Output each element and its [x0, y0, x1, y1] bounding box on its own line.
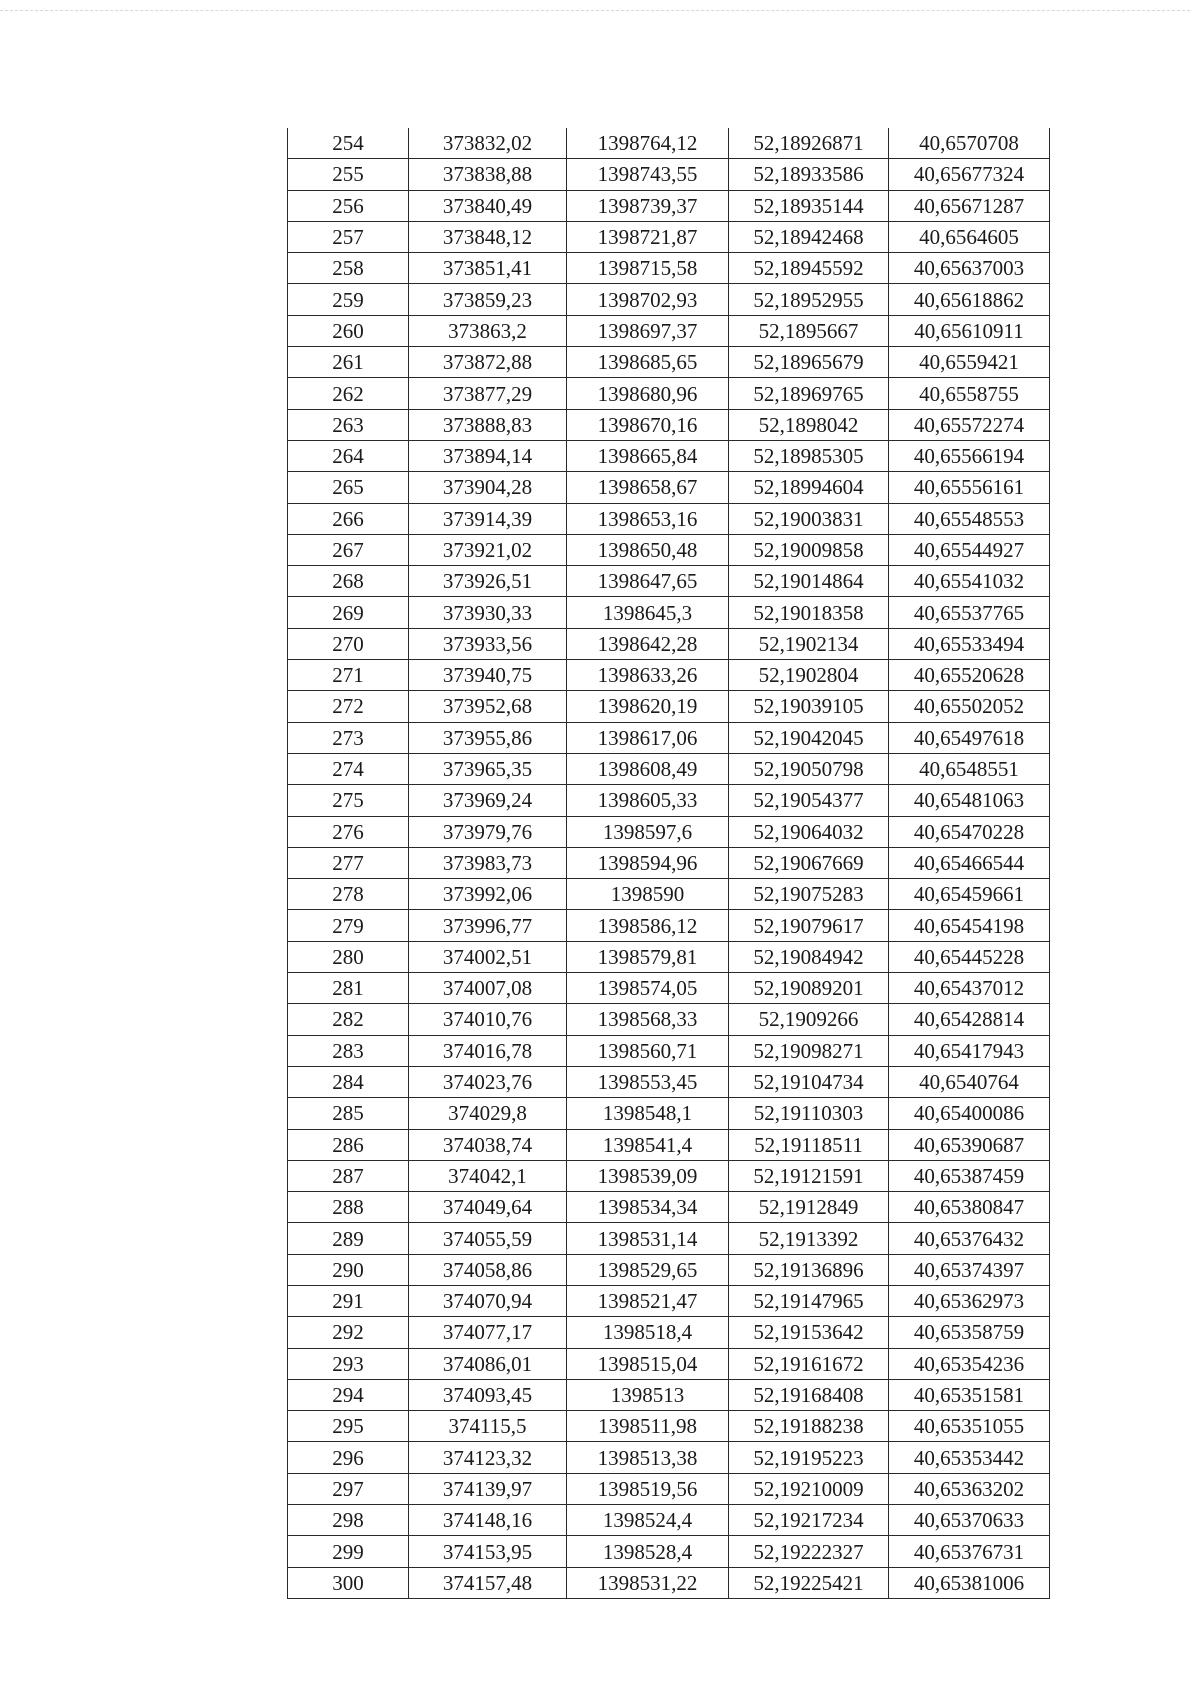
point-number-cell: 281 — [288, 973, 409, 1004]
y-coordinate-cell: 1398597,6 — [567, 816, 729, 847]
point-number-cell: 260 — [288, 315, 409, 346]
latitude-cell: 52,19136896 — [729, 1254, 889, 1285]
latitude-cell: 52,1898042 — [729, 409, 889, 440]
longitude-cell: 40,6570708 — [889, 128, 1050, 159]
y-coordinate-cell: 1398553,45 — [567, 1066, 729, 1097]
table-row — [288, 221, 1050, 252]
table-row — [288, 253, 1050, 284]
x-coordinate-cell: 373921,02 — [409, 534, 567, 565]
latitude-cell: 52,19054377 — [729, 785, 889, 816]
point-number-cell: 261 — [288, 347, 409, 378]
y-coordinate-cell: 1398515,04 — [567, 1348, 729, 1379]
latitude-cell: 52,19098271 — [729, 1035, 889, 1066]
table-row — [288, 315, 1050, 346]
point-number-cell: 277 — [288, 847, 409, 878]
point-number-cell: 255 — [288, 159, 409, 190]
y-coordinate-cell: 1398513 — [567, 1379, 729, 1410]
y-coordinate-cell: 1398511,98 — [567, 1411, 729, 1442]
table-row — [288, 347, 1050, 378]
y-coordinate-cell: 1398590 — [567, 879, 729, 910]
longitude-cell: 40,65390687 — [889, 1129, 1050, 1160]
table-row — [288, 1536, 1050, 1567]
y-coordinate-cell: 1398665,84 — [567, 440, 729, 471]
x-coordinate-cell: 374038,74 — [409, 1129, 567, 1160]
point-number-cell: 293 — [288, 1348, 409, 1379]
latitude-cell: 52,18933586 — [729, 159, 889, 190]
table-row — [288, 190, 1050, 221]
point-number-cell: 283 — [288, 1035, 409, 1066]
point-number-cell: 263 — [288, 409, 409, 440]
longitude-cell: 40,65610911 — [889, 315, 1050, 346]
point-number-cell: 297 — [288, 1473, 409, 1504]
latitude-cell: 52,19188238 — [729, 1411, 889, 1442]
point-number-cell: 265 — [288, 472, 409, 503]
table-row — [288, 1348, 1050, 1379]
x-coordinate-cell: 374153,95 — [409, 1536, 567, 1567]
point-number-cell: 258 — [288, 253, 409, 284]
longitude-cell: 40,65537765 — [889, 597, 1050, 628]
y-coordinate-cell: 1398548,1 — [567, 1098, 729, 1129]
latitude-cell: 52,19121591 — [729, 1160, 889, 1191]
table-row — [288, 1192, 1050, 1223]
point-number-cell: 273 — [288, 722, 409, 753]
table-row — [288, 628, 1050, 659]
point-number-cell: 284 — [288, 1066, 409, 1097]
x-coordinate-cell: 374002,51 — [409, 941, 567, 972]
table-row — [288, 503, 1050, 534]
point-number-cell: 280 — [288, 941, 409, 972]
x-coordinate-cell: 374029,8 — [409, 1098, 567, 1129]
point-number-cell: 276 — [288, 816, 409, 847]
x-coordinate-cell: 373955,86 — [409, 722, 567, 753]
y-coordinate-cell: 1398574,05 — [567, 973, 729, 1004]
point-number-cell: 259 — [288, 284, 409, 315]
longitude-cell: 40,65400086 — [889, 1098, 1050, 1129]
point-number-cell: 257 — [288, 221, 409, 252]
table-row — [288, 128, 1050, 159]
y-coordinate-cell: 1398605,33 — [567, 785, 729, 816]
point-number-cell: 279 — [288, 910, 409, 941]
point-number-cell: 254 — [288, 128, 409, 159]
y-coordinate-cell: 1398519,56 — [567, 1473, 729, 1504]
point-number-cell: 298 — [288, 1505, 409, 1536]
table-row — [288, 534, 1050, 565]
latitude-cell: 52,18945592 — [729, 253, 889, 284]
latitude-cell: 52,19153642 — [729, 1317, 889, 1348]
x-coordinate-cell: 373969,24 — [409, 785, 567, 816]
x-coordinate-cell: 373894,14 — [409, 440, 567, 471]
latitude-cell: 52,19210009 — [729, 1473, 889, 1504]
x-coordinate-cell: 374086,01 — [409, 1348, 567, 1379]
y-coordinate-cell: 1398568,33 — [567, 1004, 729, 1035]
table-row — [288, 1379, 1050, 1410]
x-coordinate-cell: 374093,45 — [409, 1379, 567, 1410]
latitude-cell: 52,18994604 — [729, 472, 889, 503]
table-row — [288, 1223, 1050, 1254]
latitude-cell: 52,19089201 — [729, 973, 889, 1004]
x-coordinate-cell: 373859,23 — [409, 284, 567, 315]
y-coordinate-cell: 1398617,06 — [567, 722, 729, 753]
table-row — [288, 660, 1050, 691]
y-coordinate-cell: 1398579,81 — [567, 941, 729, 972]
y-coordinate-cell: 1398518,4 — [567, 1317, 729, 1348]
table-row — [288, 1442, 1050, 1473]
latitude-cell: 52,19195223 — [729, 1442, 889, 1473]
latitude-cell: 52,19003831 — [729, 503, 889, 534]
point-number-cell: 294 — [288, 1379, 409, 1410]
longitude-cell: 40,65541032 — [889, 566, 1050, 597]
x-coordinate-cell: 374070,94 — [409, 1285, 567, 1316]
longitude-cell: 40,65354236 — [889, 1348, 1050, 1379]
x-coordinate-cell: 374010,76 — [409, 1004, 567, 1035]
longitude-cell: 40,65533494 — [889, 628, 1050, 659]
y-coordinate-cell: 1398721,87 — [567, 221, 729, 252]
x-coordinate-cell: 374055,59 — [409, 1223, 567, 1254]
y-coordinate-cell: 1398633,26 — [567, 660, 729, 691]
latitude-cell: 52,19168408 — [729, 1379, 889, 1410]
point-number-cell: 256 — [288, 190, 409, 221]
point-number-cell: 288 — [288, 1192, 409, 1223]
latitude-cell: 52,18942468 — [729, 221, 889, 252]
longitude-cell: 40,6559421 — [889, 347, 1050, 378]
x-coordinate-cell: 373930,33 — [409, 597, 567, 628]
point-number-cell: 275 — [288, 785, 409, 816]
y-coordinate-cell: 1398764,12 — [567, 128, 729, 159]
longitude-cell: 40,65497618 — [889, 722, 1050, 753]
longitude-cell: 40,65481063 — [889, 785, 1050, 816]
y-coordinate-cell: 1398658,67 — [567, 472, 729, 503]
y-coordinate-cell: 1398524,4 — [567, 1505, 729, 1536]
longitude-cell: 40,65454198 — [889, 910, 1050, 941]
x-coordinate-cell: 374058,86 — [409, 1254, 567, 1285]
point-number-cell: 262 — [288, 378, 409, 409]
latitude-cell: 52,1909266 — [729, 1004, 889, 1035]
latitude-cell: 52,19104734 — [729, 1066, 889, 1097]
point-number-cell: 295 — [288, 1411, 409, 1442]
x-coordinate-cell: 373851,41 — [409, 253, 567, 284]
table-row — [288, 1254, 1050, 1285]
latitude-cell: 52,1913392 — [729, 1223, 889, 1254]
point-number-cell: 267 — [288, 534, 409, 565]
point-number-cell: 274 — [288, 753, 409, 784]
coordinates-table-body — [288, 128, 1050, 1598]
table-row — [288, 1035, 1050, 1066]
y-coordinate-cell: 1398739,37 — [567, 190, 729, 221]
point-number-cell: 271 — [288, 660, 409, 691]
latitude-cell: 52,18935144 — [729, 190, 889, 221]
table-row — [288, 785, 1050, 816]
longitude-cell: 40,65520628 — [889, 660, 1050, 691]
x-coordinate-cell: 373840,49 — [409, 190, 567, 221]
latitude-cell: 52,19110303 — [729, 1098, 889, 1129]
point-number-cell: 269 — [288, 597, 409, 628]
table-row — [288, 847, 1050, 878]
table-row — [288, 159, 1050, 190]
point-number-cell: 291 — [288, 1285, 409, 1316]
point-number-cell: 278 — [288, 879, 409, 910]
table-row — [288, 472, 1050, 503]
longitude-cell: 40,65566194 — [889, 440, 1050, 471]
y-coordinate-cell: 1398539,09 — [567, 1160, 729, 1191]
longitude-cell: 40,6540764 — [889, 1066, 1050, 1097]
point-number-cell: 264 — [288, 440, 409, 471]
y-coordinate-cell: 1398531,14 — [567, 1223, 729, 1254]
longitude-cell: 40,65351581 — [889, 1379, 1050, 1410]
longitude-cell: 40,65677324 — [889, 159, 1050, 190]
latitude-cell: 52,18926871 — [729, 128, 889, 159]
y-coordinate-cell: 1398529,65 — [567, 1254, 729, 1285]
x-coordinate-cell: 374042,1 — [409, 1160, 567, 1191]
latitude-cell: 52,19222327 — [729, 1536, 889, 1567]
x-coordinate-cell: 373888,83 — [409, 409, 567, 440]
x-coordinate-cell: 374123,32 — [409, 1442, 567, 1473]
y-coordinate-cell: 1398650,48 — [567, 534, 729, 565]
point-number-cell: 282 — [288, 1004, 409, 1035]
latitude-cell: 52,19217234 — [729, 1505, 889, 1536]
y-coordinate-cell: 1398608,49 — [567, 753, 729, 784]
point-number-cell: 290 — [288, 1254, 409, 1285]
table-row — [288, 566, 1050, 597]
y-coordinate-cell: 1398586,12 — [567, 910, 729, 941]
latitude-cell: 52,18965679 — [729, 347, 889, 378]
table-row — [288, 879, 1050, 910]
scan-edge-line — [0, 10, 1190, 11]
x-coordinate-cell: 373838,88 — [409, 159, 567, 190]
y-coordinate-cell: 1398702,93 — [567, 284, 729, 315]
longitude-cell: 40,65470228 — [889, 816, 1050, 847]
table-row — [288, 440, 1050, 471]
longitude-cell: 40,65459661 — [889, 879, 1050, 910]
longitude-cell: 40,65376432 — [889, 1223, 1050, 1254]
latitude-cell: 52,19067669 — [729, 847, 889, 878]
x-coordinate-cell: 373914,39 — [409, 503, 567, 534]
longitude-cell: 40,65428814 — [889, 1004, 1050, 1035]
longitude-cell: 40,65671287 — [889, 190, 1050, 221]
table-row — [288, 1285, 1050, 1316]
table-row — [288, 691, 1050, 722]
longitude-cell: 40,65572274 — [889, 409, 1050, 440]
longitude-cell: 40,65370633 — [889, 1505, 1050, 1536]
y-coordinate-cell: 1398647,65 — [567, 566, 729, 597]
longitude-cell: 40,6548551 — [889, 753, 1050, 784]
y-coordinate-cell: 1398541,4 — [567, 1129, 729, 1160]
x-coordinate-cell: 374157,48 — [409, 1567, 567, 1598]
latitude-cell: 52,19042045 — [729, 722, 889, 753]
table-row — [288, 1160, 1050, 1191]
y-coordinate-cell: 1398534,34 — [567, 1192, 729, 1223]
longitude-cell: 40,65417943 — [889, 1035, 1050, 1066]
latitude-cell: 52,19039105 — [729, 691, 889, 722]
y-coordinate-cell: 1398680,96 — [567, 378, 729, 409]
table-row — [288, 597, 1050, 628]
table-row — [288, 722, 1050, 753]
longitude-cell: 40,65358759 — [889, 1317, 1050, 1348]
table-row — [288, 1505, 1050, 1536]
longitude-cell: 40,65437012 — [889, 973, 1050, 1004]
latitude-cell: 52,1902804 — [729, 660, 889, 691]
longitude-cell: 40,65548553 — [889, 503, 1050, 534]
latitude-cell: 52,19014864 — [729, 566, 889, 597]
y-coordinate-cell: 1398620,19 — [567, 691, 729, 722]
latitude-cell: 52,19147965 — [729, 1285, 889, 1316]
table-row — [288, 284, 1050, 315]
longitude-cell: 40,65618862 — [889, 284, 1050, 315]
latitude-cell: 52,1912849 — [729, 1192, 889, 1223]
x-coordinate-cell: 374148,16 — [409, 1505, 567, 1536]
table-row — [288, 910, 1050, 941]
point-number-cell: 299 — [288, 1536, 409, 1567]
y-coordinate-cell: 1398594,96 — [567, 847, 729, 878]
longitude-cell: 40,65381006 — [889, 1567, 1050, 1598]
longitude-cell: 40,65380847 — [889, 1192, 1050, 1223]
x-coordinate-cell: 373940,75 — [409, 660, 567, 691]
table-row — [288, 816, 1050, 847]
longitude-cell: 40,65353442 — [889, 1442, 1050, 1473]
x-coordinate-cell: 373832,02 — [409, 128, 567, 159]
y-coordinate-cell: 1398642,28 — [567, 628, 729, 659]
longitude-cell: 40,65502052 — [889, 691, 1050, 722]
y-coordinate-cell: 1398715,58 — [567, 253, 729, 284]
point-number-cell: 292 — [288, 1317, 409, 1348]
point-number-cell: 296 — [288, 1442, 409, 1473]
table-row — [288, 378, 1050, 409]
table-row — [288, 409, 1050, 440]
latitude-cell: 52,19075283 — [729, 879, 889, 910]
table-row — [288, 1066, 1050, 1097]
longitude-cell: 40,65637003 — [889, 253, 1050, 284]
longitude-cell: 40,65351055 — [889, 1411, 1050, 1442]
x-coordinate-cell: 374023,76 — [409, 1066, 567, 1097]
table-row — [288, 973, 1050, 1004]
y-coordinate-cell: 1398560,71 — [567, 1035, 729, 1066]
point-number-cell: 287 — [288, 1160, 409, 1191]
table-row — [288, 941, 1050, 972]
x-coordinate-cell: 374049,64 — [409, 1192, 567, 1223]
x-coordinate-cell: 373965,35 — [409, 753, 567, 784]
y-coordinate-cell: 1398697,37 — [567, 315, 729, 346]
y-coordinate-cell: 1398521,47 — [567, 1285, 729, 1316]
point-number-cell: 270 — [288, 628, 409, 659]
latitude-cell: 52,19084942 — [729, 941, 889, 972]
latitude-cell: 52,1895667 — [729, 315, 889, 346]
x-coordinate-cell: 374115,5 — [409, 1411, 567, 1442]
table-row — [288, 1098, 1050, 1129]
longitude-cell: 40,65374397 — [889, 1254, 1050, 1285]
point-number-cell: 300 — [288, 1567, 409, 1598]
latitude-cell: 52,19225421 — [729, 1567, 889, 1598]
table-row — [288, 1473, 1050, 1504]
latitude-cell: 52,19064032 — [729, 816, 889, 847]
x-coordinate-cell: 373848,12 — [409, 221, 567, 252]
x-coordinate-cell: 373992,06 — [409, 879, 567, 910]
y-coordinate-cell: 1398531,22 — [567, 1567, 729, 1598]
latitude-cell: 52,19050798 — [729, 753, 889, 784]
latitude-cell: 52,1902134 — [729, 628, 889, 659]
point-number-cell: 272 — [288, 691, 409, 722]
x-coordinate-cell: 373904,28 — [409, 472, 567, 503]
table-row — [288, 1004, 1050, 1035]
y-coordinate-cell: 1398743,55 — [567, 159, 729, 190]
longitude-cell: 40,6564605 — [889, 221, 1050, 252]
longitude-cell: 40,65376731 — [889, 1536, 1050, 1567]
longitude-cell: 40,65387459 — [889, 1160, 1050, 1191]
x-coordinate-cell: 373933,56 — [409, 628, 567, 659]
x-coordinate-cell: 373877,29 — [409, 378, 567, 409]
longitude-cell: 40,65363202 — [889, 1473, 1050, 1504]
latitude-cell: 52,18952955 — [729, 284, 889, 315]
point-number-cell: 266 — [288, 503, 409, 534]
table-row — [288, 1567, 1050, 1598]
y-coordinate-cell: 1398653,16 — [567, 503, 729, 534]
table-row — [288, 1129, 1050, 1160]
point-number-cell: 268 — [288, 566, 409, 597]
point-number-cell: 286 — [288, 1129, 409, 1160]
latitude-cell: 52,18969765 — [729, 378, 889, 409]
latitude-cell: 52,19079617 — [729, 910, 889, 941]
longitude-cell: 40,6558755 — [889, 378, 1050, 409]
coordinates-table — [287, 128, 1050, 1599]
table-row — [288, 753, 1050, 784]
x-coordinate-cell: 373926,51 — [409, 566, 567, 597]
point-number-cell: 285 — [288, 1098, 409, 1129]
point-number-cell: 289 — [288, 1223, 409, 1254]
x-coordinate-cell: 373979,76 — [409, 816, 567, 847]
longitude-cell: 40,65362973 — [889, 1285, 1050, 1316]
y-coordinate-cell: 1398685,65 — [567, 347, 729, 378]
table-row — [288, 1411, 1050, 1442]
latitude-cell: 52,18985305 — [729, 440, 889, 471]
x-coordinate-cell: 373872,88 — [409, 347, 567, 378]
x-coordinate-cell: 374077,17 — [409, 1317, 567, 1348]
x-coordinate-cell: 373863,2 — [409, 315, 567, 346]
x-coordinate-cell: 374139,97 — [409, 1473, 567, 1504]
y-coordinate-cell: 1398670,16 — [567, 409, 729, 440]
y-coordinate-cell: 1398528,4 — [567, 1536, 729, 1567]
x-coordinate-cell: 374007,08 — [409, 973, 567, 1004]
longitude-cell: 40,65556161 — [889, 472, 1050, 503]
y-coordinate-cell: 1398513,38 — [567, 1442, 729, 1473]
x-coordinate-cell: 373952,68 — [409, 691, 567, 722]
longitude-cell: 40,65445228 — [889, 941, 1050, 972]
y-coordinate-cell: 1398645,3 — [567, 597, 729, 628]
longitude-cell: 40,65466544 — [889, 847, 1050, 878]
latitude-cell: 52,19018358 — [729, 597, 889, 628]
latitude-cell: 52,19161672 — [729, 1348, 889, 1379]
x-coordinate-cell: 373983,73 — [409, 847, 567, 878]
latitude-cell: 52,19009858 — [729, 534, 889, 565]
latitude-cell: 52,19118511 — [729, 1129, 889, 1160]
longitude-cell: 40,65544927 — [889, 534, 1050, 565]
x-coordinate-cell: 374016,78 — [409, 1035, 567, 1066]
table-row — [288, 1317, 1050, 1348]
x-coordinate-cell: 373996,77 — [409, 910, 567, 941]
